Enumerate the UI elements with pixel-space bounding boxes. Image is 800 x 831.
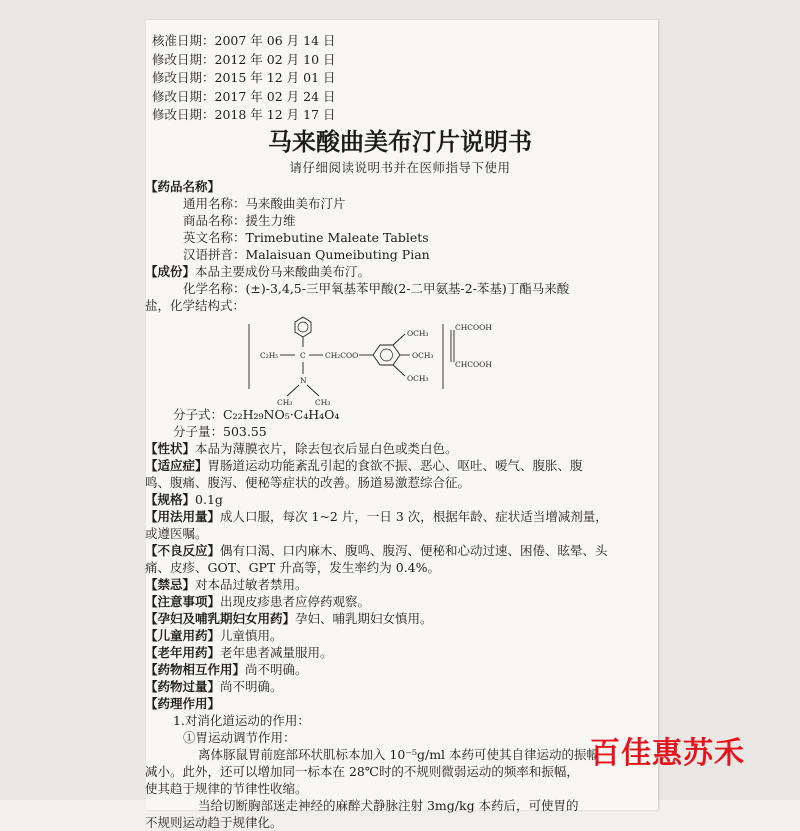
indications-cont: 鸣、腹痛、腹泻、便秘等症状的改善。肠道易激惹综合征。 — [145, 475, 471, 490]
interactions-section — [145, 661, 660, 678]
interactions-heading: 【药物相互作用】 — [145, 662, 246, 677]
pediatric-text: 儿童慎用。 — [220, 628, 283, 643]
pharmacology-p1: 离体豚鼠胃前庭部环状肌标本加入 10⁻⁵g/ml 本药可使其自律运动的振幅 — [198, 747, 600, 762]
description-section — [145, 440, 660, 457]
pharmacology-heading: 【药理作用】 — [145, 696, 221, 711]
pharmacology-p2-cont: 不规则运动趋于规律化。 — [145, 815, 283, 830]
dosage-section — [145, 508, 660, 525]
phenyl-ring — [295, 317, 311, 337]
chemical-name: 化学名称：(±)-3,4,5-三甲氧基苯甲酸(2-二甲氨基-2-苯基)丁酯马来酸 — [183, 281, 570, 296]
precautions-text: 出现皮疹患者应停药观察。 — [220, 594, 371, 609]
geriatric-section — [145, 644, 660, 661]
revision-date: 修改日期：2017 年 02 月 24 日 — [152, 88, 336, 104]
nitrogen: N — [300, 376, 307, 385]
spec-text: 0.1g — [195, 492, 223, 507]
molecular-weight: 分子量：503.55 — [173, 424, 267, 439]
geriatric-text: 老年患者减量服用。 — [220, 645, 333, 660]
description-heading: 【性状】 — [145, 441, 196, 456]
pharmacology-p1-cont: 减小。此外，还可以增加同一标本在 28℃时的不规则微弱运动的频率和振幅， — [145, 764, 579, 779]
precautions-section — [145, 593, 660, 610]
methoxy-1: OCH₃ — [407, 329, 429, 338]
adverse-text: 偶有口渴、口内麻木、腹鸣、腹泻、便秘和心动过速、困倦、眩晕、头 — [220, 543, 608, 558]
contraindications-text: 对本品过敏者禁用。 — [195, 577, 308, 592]
contraindications-section — [145, 576, 660, 593]
methyl-left: CH₃ — [277, 398, 293, 406]
composition-text: 本品主要成份马来酸曲美布汀。 — [195, 264, 371, 279]
chemical-structure — [245, 314, 660, 406]
maleic-acid-1: CHCOOH — [455, 323, 492, 332]
spec-heading: 【规格】 — [145, 492, 196, 507]
pregnancy-section — [145, 610, 660, 627]
pediatric-heading: 【儿童用药】 — [145, 628, 221, 643]
generic-name: 通用名称：马来酸曲美布汀片 — [183, 196, 346, 211]
revision-date: 修改日期：2012 年 02 月 10 日 — [152, 51, 336, 67]
approval-date: 核准日期：2007 年 06 月 14 日 — [152, 33, 336, 48]
pharmacology-section — [145, 695, 660, 712]
dosage-heading: 【用法用量】 — [145, 509, 221, 524]
maleic-acid-2: CHCOOH — [455, 360, 492, 369]
composition-section — [145, 263, 660, 280]
pregnancy-heading: 【孕妇及哺乳期妇女用药】 — [145, 611, 296, 626]
indications-heading: 【适应症】 — [145, 458, 208, 473]
drug-name-heading: 【药品名称】 — [145, 179, 221, 194]
english-name: 英文名称：Trimebutine Maleate Tablets — [183, 230, 429, 245]
molecular-formula: 分子式：C₂₂H₂₉NO₅·C₄H₄O₄ — [173, 407, 340, 422]
dosage-cont: 或遵医嘱。 — [145, 526, 208, 541]
pharmacology-sub1a: ①胃运动调节作用： — [183, 730, 296, 745]
precautions-heading: 【注意事项】 — [145, 594, 221, 609]
ester-group: CH₂COO — [325, 351, 359, 360]
pharmacology-p2: 当给切断胸部迷走神经的麻醉犬静脉注射 3mg/kg 本药后，可使胃的 — [198, 798, 579, 813]
revision-dates — [152, 32, 336, 125]
pregnancy-text: 孕妇、哺乳期妇女慎用。 — [295, 611, 433, 626]
spec-section — [145, 491, 660, 508]
dosage-text: 成人口服，每次 1~2 片，一日 3 次，根据年龄、症状适当增减剂量， — [220, 509, 608, 524]
composition-heading: 【成份】 — [145, 264, 196, 279]
contraindications-heading: 【禁忌】 — [145, 577, 196, 592]
pediatric-section — [145, 627, 660, 644]
chemical-name-cont: 盐，化学结构式： — [145, 298, 246, 313]
adverse-cont: 痛、皮疹、GOT、GPT 升高等，发生率约为 0.4%。 — [145, 560, 441, 575]
c2h5-group: C₂H₅ — [260, 351, 279, 360]
revision-date: 修改日期：2018 年 12 月 17 日 — [152, 107, 336, 123]
overdose-text: 尚不明确。 — [220, 679, 283, 694]
central-carbon: C — [300, 351, 306, 360]
methoxy-2: OCH₃ — [412, 351, 434, 360]
overdose-heading: 【药物过量】 — [145, 679, 221, 694]
description-text: 本品为薄膜衣片，除去包衣后显白色或类白色。 — [195, 441, 458, 456]
pharmacology-p1-end: 使其趋于规律的节律性收缩。 — [145, 781, 308, 796]
methoxy-3: OCH₃ — [407, 374, 429, 383]
adverse-section — [145, 542, 660, 559]
adverse-heading: 【不良反应】 — [145, 543, 221, 558]
methyl-right: CH₃ — [315, 398, 331, 406]
store-watermark: 百佳惠苏禾 — [590, 736, 745, 771]
leaflet-body — [145, 178, 660, 831]
indications-section — [145, 457, 660, 474]
pharmacology-sub1: 1.对消化道运动的作用： — [173, 713, 310, 728]
geriatric-heading: 【老年用药】 — [145, 645, 221, 660]
document-subtitle: 请仔细阅读说明书并在医师指导下使用 — [289, 160, 511, 175]
interactions-text: 尚不明确。 — [245, 662, 308, 677]
pinyin-name: 汉语拼音：Malaisuan Qumeibuting Pian — [183, 247, 430, 262]
benzene-ring — [373, 345, 400, 365]
indications-text: 胃肠道运动功能紊乱引起的食欲不振、恶心、呕吐、嗳气、腹胀、腹 — [207, 458, 583, 473]
revision-date: 修改日期：2015 年 12 月 01 日 — [152, 70, 336, 86]
trade-name: 商品名称：援生力维 — [183, 213, 296, 228]
document-title: 马来酸曲美布汀片说明书 — [268, 128, 532, 156]
overdose-section — [145, 678, 660, 695]
